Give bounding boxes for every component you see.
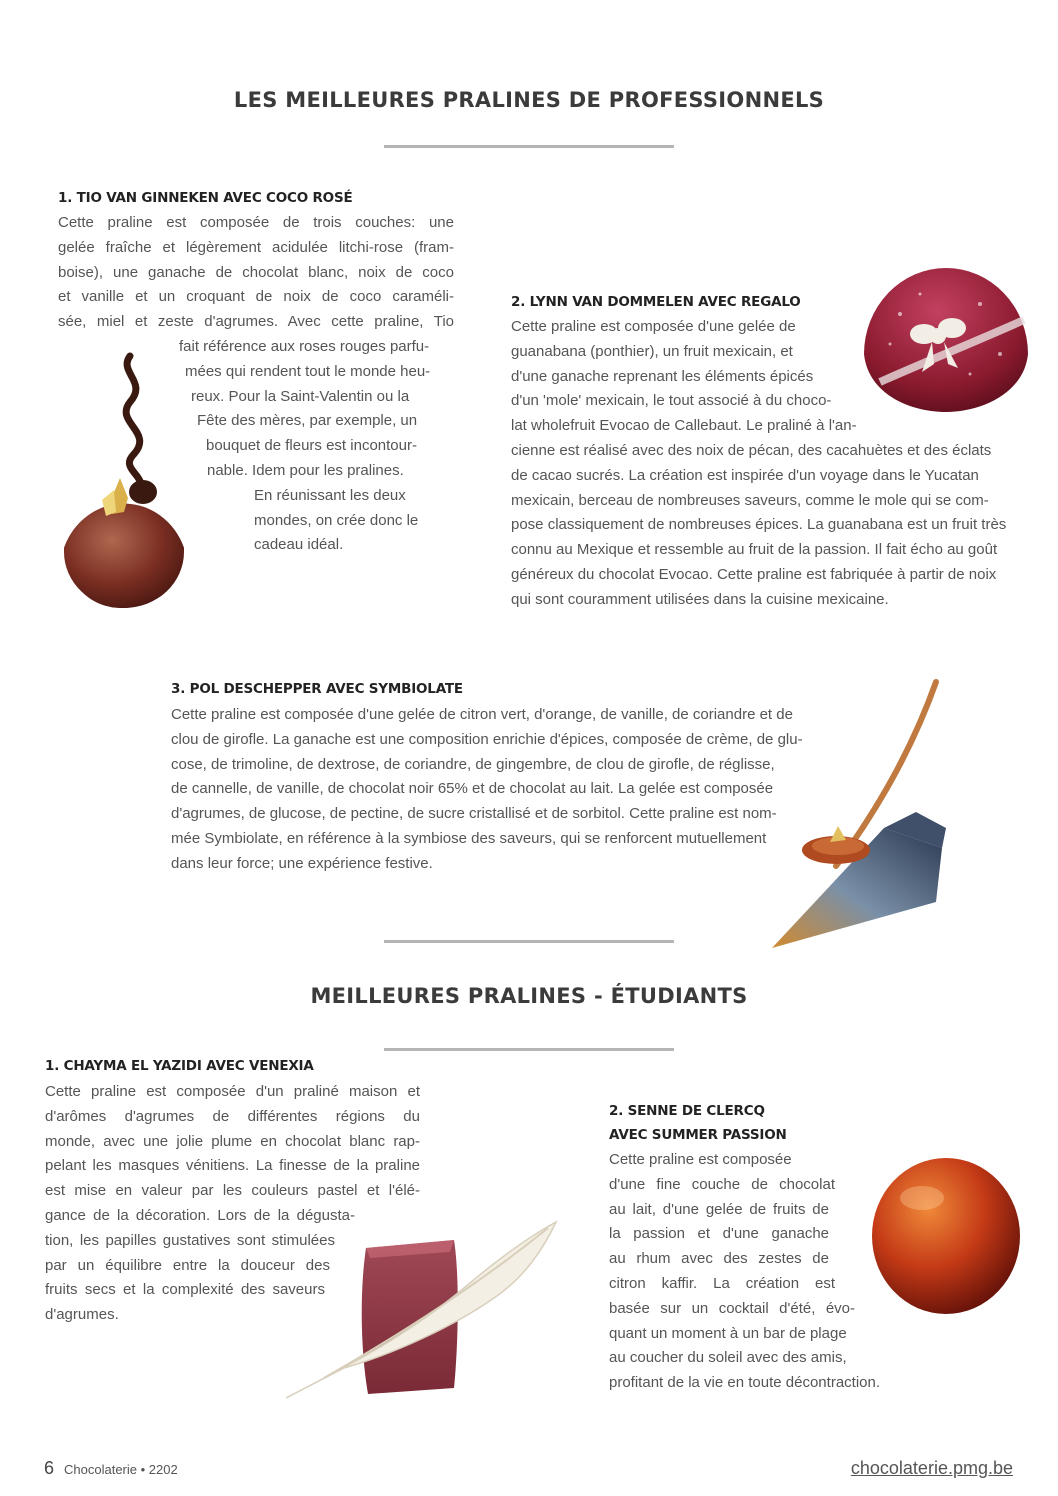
orange-sphere-praline-icon	[864, 1150, 1024, 1320]
text-line: pose classiquement de nombreuses épices. La guanabana est un fruit très	[511, 516, 1007, 534]
text-line: au coucher du soleil avec des amis,	[609, 1349, 847, 1367]
entry-3-text	[171, 703, 851, 877]
entry-heading: 1. CHAYMA EL YAZIDI AVEC VENEXIA	[45, 1058, 314, 1074]
text-line: Cette praline est composée d'une gelée de citron vert, d'orange, de vanille, de coriandre et de	[171, 706, 793, 723]
text-line: cadeau idéal.	[254, 536, 344, 554]
entry-1	[58, 186, 353, 210]
red-dome-praline-bow-icon	[860, 264, 1032, 414]
pink-praline-white-feather-icon	[284, 1218, 574, 1404]
text-line: de cacao sucrés. La création est inspirée d'un voyage dans le Yucatan	[511, 466, 979, 484]
text-line: mée Symbiolate, en référence à la symbiose des saveurs, qui se renforcent mutuellement	[171, 829, 767, 847]
text-line: dans leur force; une expérience festive.	[171, 854, 433, 872]
text-line: d'un 'mole' mexicain, le tout associé à du choco-	[511, 392, 832, 410]
text-line: par un équilibre entre la douceur des	[45, 1256, 330, 1274]
text-line: d'une fine couche de chocolat	[609, 1175, 835, 1193]
magazine-issue: Chocolaterie • 2202	[64, 1462, 178, 1477]
text-line: citron kaffir. La création est	[609, 1274, 835, 1292]
entry-heading: 2. SENNE DE CLERCQ	[609, 1103, 765, 1119]
text-line: Cette praline est composée de trois couches: une	[58, 214, 454, 231]
text-line: monde, avec une jolie plume en chocolat blanc rap-	[45, 1132, 420, 1150]
entry-heading: 2. LYNN VAN DOMMELEN AVEC REGALO	[511, 294, 801, 310]
text-line: Cette praline est composée	[609, 1151, 792, 1168]
text-line: fait référence aux roses rouges parfu-	[179, 337, 430, 355]
student-entry-2-text	[609, 1148, 880, 1396]
website-link[interactable]: chocolaterie.pmg.be	[850, 1458, 1013, 1478]
text-line: clou de girofle. La ganache est une composition enrichie d'épices, composée de crème, de glu-	[171, 730, 803, 748]
entry-heading: 3. POL DESCHEPPER AVEC SYMBIOLATE	[171, 681, 463, 697]
text-line: cienne est réalisé avec des noix de pécan, des cacahuètes et des éclats	[511, 441, 992, 459]
text-line: d'agrumes, de glucose, de pectine, de sucre cristallisé et de sorbitol. Cette praline est nom-	[171, 805, 777, 823]
divider	[384, 940, 674, 943]
text-line: d'agrumes.	[45, 1306, 119, 1324]
text-line: pelant les masques vénitiens. La finesse de la praline	[45, 1157, 420, 1175]
text-line: gance de la décoration. Lors de la dégusta-	[45, 1206, 355, 1224]
divider	[384, 1048, 674, 1051]
student-entry-1	[45, 1054, 314, 1078]
text-line: fruits secs et la complexité des saveurs	[45, 1281, 325, 1299]
text-line: au lait, d'une gelée de fruits de	[609, 1200, 829, 1218]
text-line: lat wholefruit Evocao de Callebaut. Le praliné à l'an-	[511, 417, 857, 435]
footer-left	[44, 1458, 178, 1479]
entry-heading: AVEC SUMMER PASSION	[609, 1127, 787, 1143]
page-number: 6	[44, 1458, 55, 1478]
text-line: guanabana (ponthier), un fruit mexicain, et	[511, 342, 793, 360]
text-line: de cannelle, de vanille, de chocolat noir 65% et de chocolat au lait. La gelée est composée	[171, 780, 774, 798]
section-title-students: MEILLEURES PRALINES - ÉTUDIANTS	[310, 984, 748, 1008]
text-line: Cette praline est composée d'un praliné maison et	[45, 1083, 420, 1100]
text-line: tion, les papilles gustatives sont stimulées	[45, 1231, 335, 1249]
entry-2	[511, 290, 801, 314]
entry-3	[171, 677, 463, 701]
text-line: et vanille et un croquant de noix de coco caraméli-	[58, 288, 454, 306]
text-line: profitant de la vie en toute décontraction.	[609, 1374, 881, 1392]
section-title-professionals: LES MEILLEURES PRALINES DE PROFESSIONNELS	[233, 88, 825, 112]
text-line: bouquet de fleurs est incontour-	[206, 437, 417, 455]
text-line: généreux du chocolat Evocao. Cette praline est fabriquée à partir de noix	[511, 565, 997, 583]
text-line: d'une ganache reprenant les éléments épicés	[511, 367, 814, 385]
text-line: reux. Pour la Saint-Valentin ou la	[191, 387, 410, 405]
text-line: au rhum avec des zestes de	[609, 1250, 829, 1268]
entry-heading: 1. TIO VAN GINNEKEN AVEC COCO ROSÉ	[58, 190, 353, 206]
student-entry-2	[609, 1099, 787, 1147]
dome-praline-swirl-icon	[58, 352, 188, 614]
text-line: d'arômes d'agrumes de différentes régions du	[45, 1107, 420, 1125]
text-line: En réunissant les deux	[254, 486, 406, 504]
text-line: cose, de trimoline, de dextrose, de coriandre, de gingembre, de clou de girofle, de réglisse,	[171, 755, 775, 773]
divider	[384, 145, 674, 148]
text-line: boise), une ganache de chocolat blanc, noix de coco	[58, 263, 454, 281]
text-line: gelée fraîche et légèrement acidulée litchi-rose (fram-	[58, 238, 454, 256]
text-line: basée sur un cocktail d'été, évo-	[609, 1299, 855, 1317]
footer-right	[851, 1458, 1013, 1479]
text-line: qui sont couramment utilisées dans la cuisine mexicaine.	[511, 590, 889, 608]
text-line: quant un moment à un bar de plage	[609, 1324, 847, 1342]
pyramid-praline-feather-icon	[766, 678, 956, 954]
text-line: mées qui rendent tout le monde heu-	[185, 362, 431, 380]
text-line: Fête des mères, par exemple, un	[197, 412, 418, 430]
text-line: sée, miel et zeste d'agrumes. Avec cette praline, Tio	[58, 313, 454, 331]
text-line: mexicain, berceau de nombreuses saveurs, comme le mole qui se com-	[511, 491, 989, 509]
text-line: mondes, on crée donc le	[254, 511, 419, 529]
text-line: la passion et d'une ganache	[609, 1225, 829, 1243]
text-line: nable. Idem pour les pralines.	[207, 461, 404, 479]
text-line: Cette praline est composée d'une gelée de	[511, 318, 796, 335]
text-line: connu au Mexique et ressemble au fruit de la passion. Il fait écho au goût	[511, 541, 998, 559]
text-line: est mise en valeur par les couleurs pastel et l'élé-	[45, 1182, 420, 1200]
